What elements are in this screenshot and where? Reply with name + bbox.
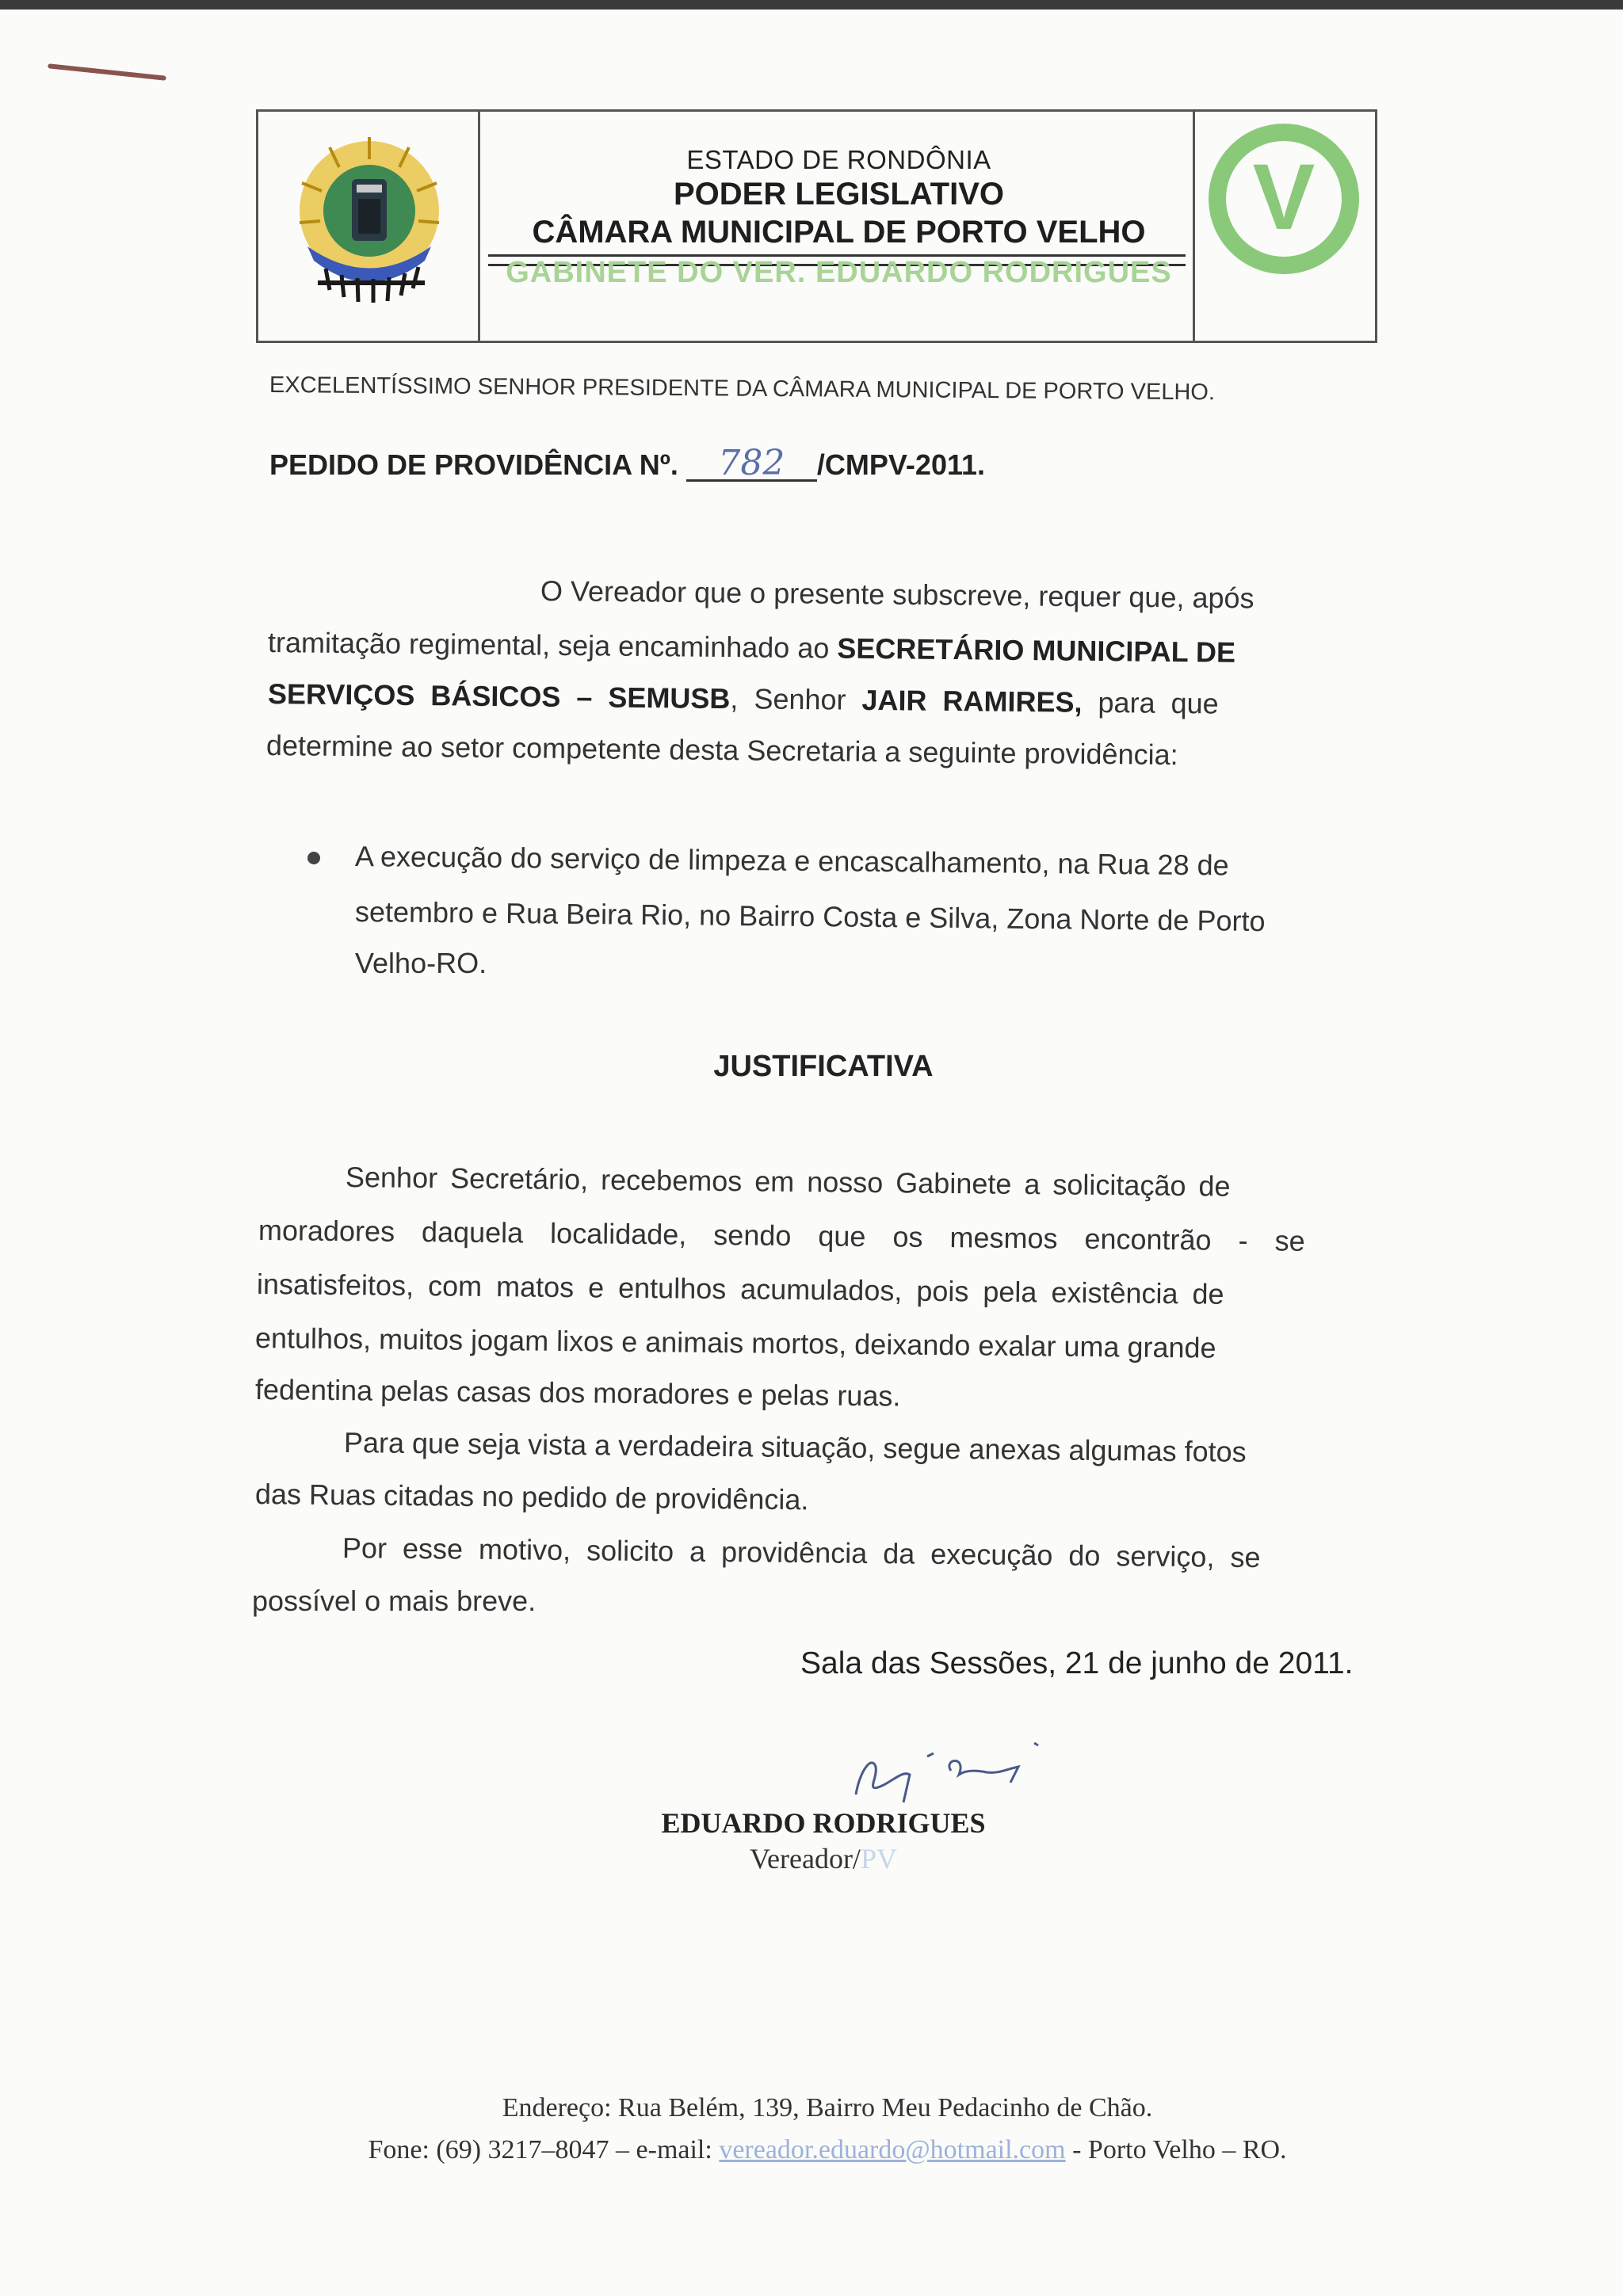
- justification-line: Senhor Secretário, recebemos em nosso Gabinete a solicitação de: [345, 1161, 1231, 1203]
- justification-line: fedentina pelas casas dos moradores e pelas ruas.: [254, 1373, 901, 1413]
- svg-text:V: V: [1252, 145, 1316, 250]
- justification-line: moradores daquela localidade, sendo que os mesmos encontrão - se: [258, 1214, 1305, 1257]
- request-prefix: PEDIDO DE PROVIDÊNCIA Nº.: [269, 448, 678, 481]
- letterhead-emblem-cell: [258, 112, 480, 341]
- handwritten-signature: [840, 1739, 1046, 1810]
- justification-line: insatisfeitos, com matos e entulhos acumulados, pois pela existência de: [256, 1268, 1224, 1310]
- request-suffix: /CMPV-2011.: [816, 448, 986, 481]
- letterhead-titles: [480, 112, 1197, 341]
- body-line: determine ao setor competente desta Secretaria a seguinte providência:: [265, 729, 1178, 772]
- footer-address: Endereço: Rua Belém, 139, Bairro Meu Pedacinho de Chão.: [502, 2093, 1153, 2122]
- addressee-line: EXCELENTÍSSIMO SENHOR PRESIDENTE DA CÂMARA MUNICIPAL DE PORTO VELHO.: [269, 372, 1216, 406]
- justification-line: Por esse motivo, solicito a providência da execução do serviço, se: [342, 1531, 1261, 1574]
- footer-city: - Porto Velho – RO.: [1065, 2135, 1287, 2164]
- body-line: SERVIÇOS BÁSICOS – SEMUSB, Senhor JAIR RAMIRES, para que: [267, 677, 1219, 720]
- bullet-icon: [307, 852, 320, 864]
- justification-title: JUSTIFICATIVA: [713, 1050, 934, 1083]
- justification-line: Para que seja vista a verdadeira situação, segue anexas algumas fotos: [343, 1426, 1247, 1468]
- coat-of-arms-icon: [290, 128, 449, 310]
- footer-contact: [0, 2135, 1623, 2165]
- justification-line: das Ruas citadas no pedido de providência.: [254, 1478, 809, 1516]
- request-number-line: [269, 443, 986, 483]
- party-logo-cell: [1193, 112, 1375, 341]
- office-title: GABINETE DO VER. EDUARDO RODRIGUES: [506, 256, 1172, 289]
- request-item-line: Velho-RO.: [355, 947, 487, 979]
- justification-line: entulhos, muitos jogam lixos e animais mortos, deixando exalar uma grande: [254, 1322, 1216, 1364]
- chamber-title: CÂMARA MUNICIPAL DE PORTO VELHO: [532, 215, 1146, 250]
- place-and-date: Sala das Sessões, 21 de junho de 2011.: [800, 1646, 1354, 1680]
- footer-email-link[interactable]: vereador.eduardo@hotmail.com: [719, 2135, 1066, 2164]
- footer-phone: Fone: (69) 3217–8047 – e-mail:: [368, 2135, 720, 2164]
- body-line: O Vereador que o presente subscreve, requer que, após: [540, 574, 1254, 615]
- scan-top-edge: [0, 0, 1623, 10]
- state-title: ESTADO DE RONDÔNIA: [686, 145, 991, 174]
- request-item-line: setembro e Rua Beira Rio, no Bairro Costa e Silva, Zona Norte de Porto: [354, 895, 1266, 938]
- scan-artifact-mark: [48, 63, 166, 81]
- signer-name: EDUARDO RODRIGUES: [661, 1807, 986, 1839]
- justification-line: possível o mais breve.: [252, 1585, 537, 1617]
- signer-role: Vereador/PV: [750, 1843, 897, 1875]
- power-title: PODER LEGISLATIVO: [673, 177, 1005, 212]
- request-item-line: A execução do serviço de limpeza e encascalhamento, na Rua 28 de: [354, 840, 1229, 882]
- request-number-handwritten: 782: [686, 448, 817, 482]
- pv-party-logo-icon: [1205, 120, 1363, 278]
- letterhead: [256, 109, 1377, 343]
- body-line: tramitação regimental, seja encaminhado ao SECRETÁRIO MUNICIPAL DE: [267, 626, 1236, 669]
